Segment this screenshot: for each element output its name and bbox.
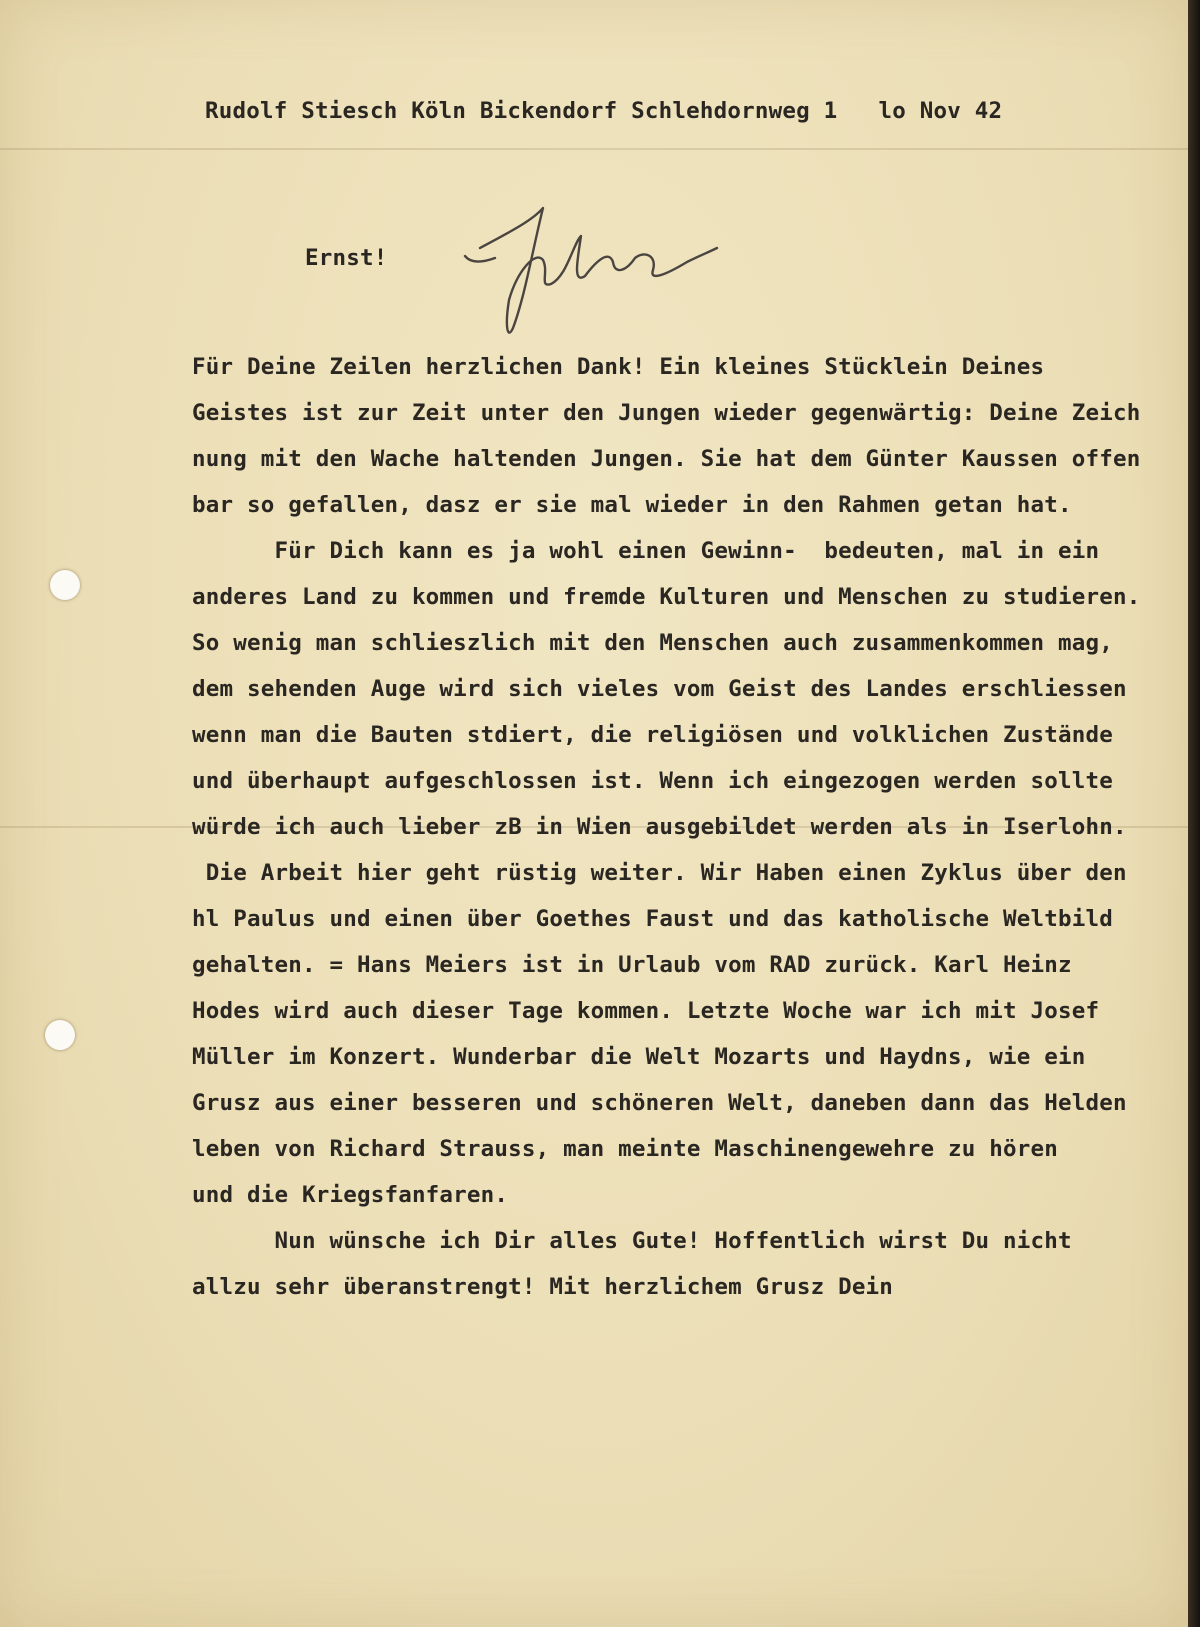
page-edge bbox=[1188, 0, 1200, 1627]
punch-hole bbox=[45, 1020, 75, 1050]
body-line: Geistes ist zur Zeit unter den Jungen wieder gegenwärtig: Deine Zeich bbox=[192, 400, 1141, 426]
body-line: würde ich auch lieber zB in Wien ausgebildet werden als in Iserlohn. bbox=[192, 814, 1127, 840]
body-line: gehalten. = Hans Meiers ist in Urlaub vom RAD zurück. Karl Heinz bbox=[192, 952, 1072, 978]
body-line: hl Paulus und einen über Goethes Faust und das katholische Weltbild bbox=[192, 906, 1113, 932]
body-line: wenn man die Bauten stdiert, die religiösen und volklichen Zustände bbox=[192, 722, 1113, 748]
body-line: nung mit den Wache haltenden Jungen. Sie hat dem Günter Kaussen offen bbox=[192, 446, 1141, 472]
body-line: Die Arbeit hier geht rüstig weiter. Wir Haben einen Zyklus über den bbox=[192, 860, 1127, 886]
body-line: Grusz aus einer besseren und schöneren Welt, daneben dann das Helden bbox=[192, 1090, 1127, 1116]
body-line: Müller im Konzert. Wunderbar die Welt Mozarts und Haydns, wie ein bbox=[192, 1044, 1086, 1070]
body-line: und überhaupt aufgeschlossen ist. Wenn ich eingezogen werden sollte bbox=[192, 768, 1113, 794]
letter-header: Rudolf Stiesch Köln Bickendorf Schlehdornweg 1 lo Nov 42 bbox=[205, 98, 1003, 124]
body-line: anderes Land zu kommen und fremde Kulturen und Menschen zu studieren. bbox=[192, 584, 1141, 610]
fold-line bbox=[0, 148, 1188, 150]
handwritten-signature bbox=[455, 200, 735, 350]
body-line: bar so gefallen, dasz er sie mal wieder in den Rahmen getan hat. bbox=[192, 492, 1072, 518]
body-line: Für Deine Zeilen herzlichen Dank! Ein kleines Stücklein Deines bbox=[192, 354, 1045, 380]
body-line: dem sehenden Auge wird sich vieles vom Geist des Landes erschliessen bbox=[192, 676, 1127, 702]
punch-hole bbox=[50, 570, 80, 600]
body-line: leben von Richard Strauss, man meinte Maschinengewehre zu hören bbox=[192, 1136, 1059, 1162]
salutation: Ernst! bbox=[305, 245, 388, 271]
body-line: allzu sehr überanstrengt! Mit herzlichem Grusz Dein bbox=[192, 1274, 894, 1300]
body-line: So wenig man schlieszlich mit den Menschen auch zusammenkommen mag, bbox=[192, 630, 1113, 656]
body-line: Nun wünsche ich Dir alles Gute! Hoffentlich wirst Du nicht bbox=[192, 1228, 1072, 1254]
body-line: und die Kriegsfanfaren. bbox=[192, 1182, 509, 1208]
body-line: Hodes wird auch dieser Tage kommen. Letzte Woche war ich mit Josef bbox=[192, 998, 1100, 1024]
body-line: Für Dich kann es ja wohl einen Gewinn- bedeuten, mal in ein bbox=[192, 538, 1100, 564]
